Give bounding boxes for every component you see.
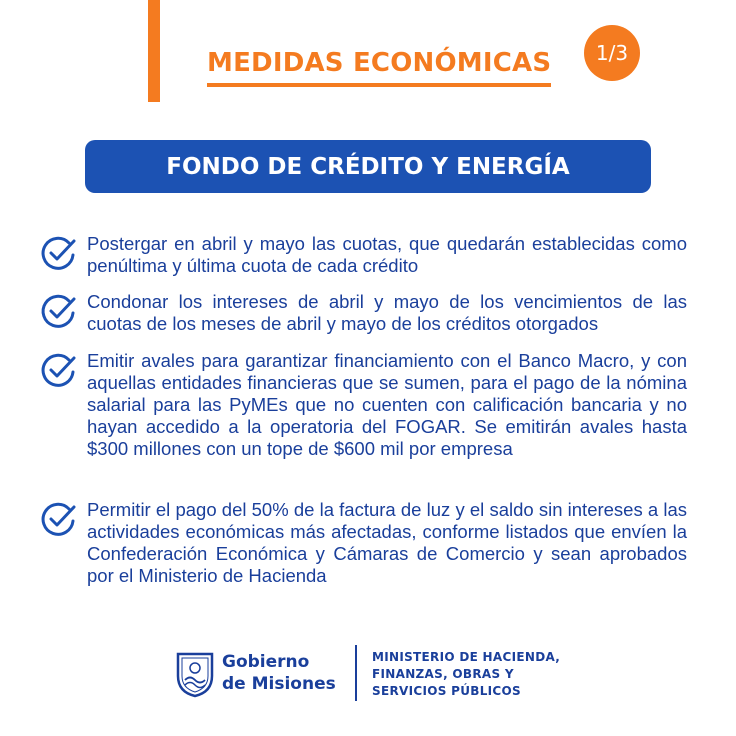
page-title: MEDIDAS ECONÓMICAS [207, 45, 551, 87]
footer-divider [355, 645, 357, 701]
check-circle-icon [38, 233, 78, 273]
ministry-line-1: MINISTERIO DE HACIENDA, [372, 650, 561, 664]
gov-line-1: Gobierno [222, 652, 310, 672]
gov-line-2: de Misiones [222, 674, 336, 694]
ministry-line-2: FINANZAS, OBRAS Y [372, 667, 514, 681]
check-circle-icon [38, 499, 78, 539]
government-wordmark [222, 651, 336, 695]
check-circle-icon [38, 291, 78, 331]
check-circle-icon [38, 350, 78, 390]
accent-bar [148, 0, 160, 102]
measure-text: Postergar en abril y mayo las cuotas, que quedarán establecidas como penúltima y última cuota de cada crédito [87, 233, 687, 276]
ministry-line-3: SERVICIOS PÚBLICOS [372, 684, 521, 698]
provincial-crest-logo [174, 650, 216, 698]
measure-text: Emitir avales para garantizar financiamiento con el Banco Macro, y con aquellas entidades financieras que se sumen, para el pago de la nómina salarial para las PyMEs que no cuenten con calificación bancaria y no hayan accedido a la operatoria del FOGAR. Se emitirán avales hasta $300 millones con un tope de $600 mil por empresa [87, 350, 687, 459]
section-banner [85, 140, 651, 193]
measure-text: Condonar los intereses de abril y mayo de los vencimientos de las cuotas de los meses de abril y mayo de los créditos otorgados [87, 291, 687, 334]
ministry-name [372, 649, 560, 700]
section-title: FONDO DE CRÉDITO Y ENERGÍA [166, 153, 570, 180]
page-indicator-badge: 1/3 [584, 25, 640, 81]
measure-text: Permitir el pago del 50% de la factura de luz y el saldo sin intereses a las actividades económicas más afectadas, conforme listados que envíen la Confederación Económica y Cámaras de Comercio y sean aprobados por el Ministerio de Hacienda [87, 499, 687, 586]
